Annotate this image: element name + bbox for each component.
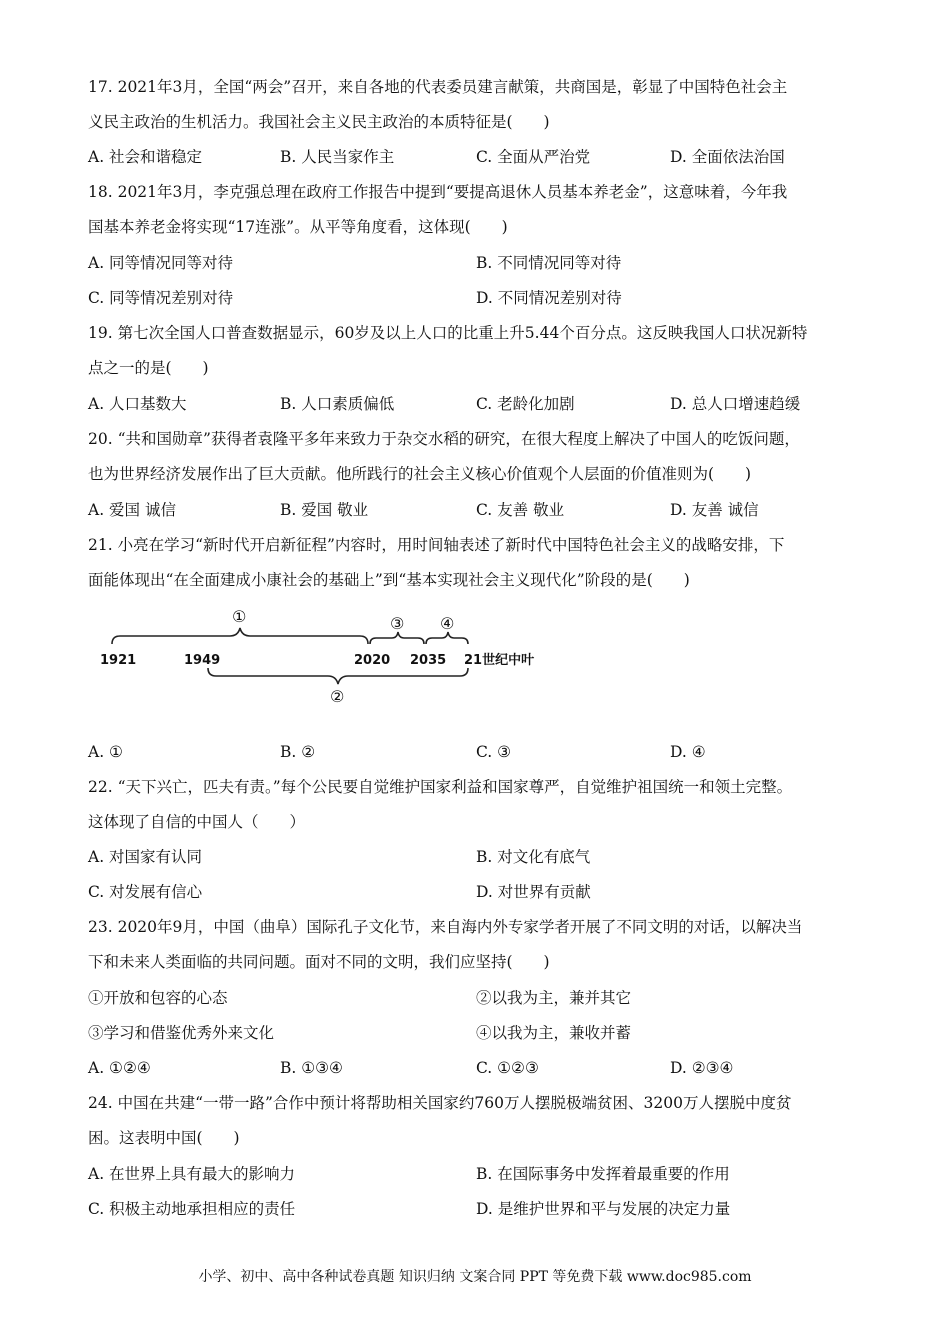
option-a[interactable]: A. 社会和谐稳定 (88, 148, 203, 166)
option-b[interactable]: B. 不同情况同等对待 (476, 254, 622, 272)
question-text-line: 困。这表明中国( ) (88, 1129, 240, 1147)
option-d[interactable]: D. 全面依法治国 (670, 148, 785, 166)
option-a[interactable]: A. 爱国 诚信 (88, 501, 176, 519)
brace-1 (112, 628, 368, 644)
option-a[interactable]: A. 对国家有认同 (88, 848, 203, 866)
question-24 (88, 1086, 868, 1156)
option-b[interactable]: B. 在国际事务中发挥着最重要的作用 (476, 1165, 730, 1183)
statement-2: ②以我为主，兼并其它 (476, 989, 632, 1007)
year-label: 2035 (410, 653, 447, 668)
option-d[interactable]: D. ④ (670, 743, 706, 761)
question-text-line: 国基本养老金将实现“17连涨”。从平等角度看，这体现( ) (88, 218, 508, 236)
question-text-line: 22. “天下兴亡，匹夫有责。”每个公民要自觉维护国家利益和国家尊严，自觉维护祖国统一和领土完整。 (88, 778, 793, 796)
option-d[interactable]: D. ②③④ (670, 1059, 734, 1077)
year-label: 1921 (100, 653, 137, 668)
option-b[interactable]: B. 对文化有底气 (476, 848, 591, 866)
statement-4: ④以我为主，兼收并蓄 (476, 1024, 632, 1042)
brace-3 (370, 632, 424, 644)
question-text-line: 面能体现出“在全面建成小康社会的基础上”到“基本实现社会主义现代化”阶段的是( ) (88, 571, 690, 589)
question-text-line: 19. 第七次全国人口普查数据显示，60岁及以上人口的比重上升5.44个百分点。这反映我国人口状况新特 (88, 324, 808, 342)
option-c[interactable]: C. 全面从严治党 (476, 148, 591, 166)
brace-label-1: ① (232, 607, 247, 626)
option-d[interactable]: D. 不同情况差别对待 (476, 289, 622, 307)
question-17 (88, 70, 868, 140)
option-c[interactable]: C. 对发展有信心 (88, 883, 203, 901)
question-text-line: 点之一的是( ) (88, 359, 209, 377)
question-text-line: 23. 2020年9月，中国（曲阜）国际孔子文化节，来自海内外专家学者开展了不同文明的对话，以解决当 (88, 918, 803, 936)
question-text-line: 21. 小亮在学习“新时代开启新征程”内容时，用时间轴表述了新时代中国特色社会主义的战略安排，下 (88, 536, 785, 554)
option-a[interactable]: A. ① (88, 743, 123, 761)
question-text-line: 24. 中国在共建“一带一路”合作中预计将帮助相关国家约760万人摆脱极端贫困、3200万人摆脱中度贫 (88, 1094, 792, 1112)
year-label: 21世纪中叶 (464, 653, 535, 668)
brace-label-4: ④ (440, 614, 455, 633)
option-b[interactable]: B. ①③④ (280, 1059, 343, 1077)
question-20 (88, 422, 868, 492)
brace-label-2: ② (330, 687, 345, 706)
year-label: 1949 (184, 653, 221, 668)
question-19 (88, 316, 868, 386)
question-22 (88, 770, 868, 840)
question-text-line: 20. “共和国勋章”获得者袁隆平多年来致力于杂交水稻的研究，在很大程度上解决了中国人的吃饭问题， (88, 430, 800, 448)
option-b[interactable]: B. 人民当家作主 (280, 148, 395, 166)
question-text-line: 18. 2021年3月，李克强总理在政府工作报告中提到“要提高退休人员基本养老金”，这意味着，今年我 (88, 183, 788, 201)
option-d[interactable]: D. 对世界有贡献 (476, 883, 591, 901)
option-a[interactable]: A. 同等情况同等对待 (88, 254, 234, 272)
brace-2 (208, 668, 468, 684)
option-c[interactable]: C. 同等情况差别对待 (88, 289, 234, 307)
option-a[interactable]: A. 在世界上具有最大的影响力 (88, 1165, 296, 1183)
option-c[interactable]: C. 积极主动地承担相应的责任 (88, 1200, 296, 1218)
question-text-line: 这体现了自信的中国人（ ） (88, 813, 306, 831)
question-text-line: 义民主政治的生机活力。我国社会主义民主政治的本质特征是( ) (88, 113, 550, 131)
question-text-line: 也为世界经济发展作出了巨大贡献。他所践行的社会主义核心价值观个人层面的价值准则为( ) (88, 465, 752, 483)
question-23 (88, 910, 868, 980)
question-text-line: 17. 2021年3月，全国“两会”召开，来自各地的代表委员建言献策，共商国是，彰显了中国特色社会主 (88, 78, 788, 96)
option-a[interactable]: A. 人口基数大 (88, 395, 187, 413)
question-21 (88, 528, 868, 598)
brace-label-3: ③ (390, 614, 405, 633)
statement-3: ③学习和借鉴优秀外来文化 (88, 1024, 275, 1042)
question-text-line: 下和未来人类面临的共同问题。面对不同的文明，我们应坚持( ) (88, 953, 550, 971)
page-footer: 小学、初中、高中各种试卷真题 知识归纳 文案合同 PPT 等免费下载 www.doc985.com (198, 1269, 752, 1285)
year-label: 2020 (354, 653, 391, 668)
timeline-diagram (92, 598, 572, 710)
option-a[interactable]: A. ①②④ (88, 1059, 151, 1077)
option-c[interactable]: C. 老龄化加剧 (476, 395, 575, 413)
option-d[interactable]: D. 是维护世界和平与发展的决定力量 (476, 1200, 731, 1218)
option-d[interactable]: D. 友善 诚信 (670, 501, 759, 519)
option-b[interactable]: B. 爱国 敬业 (280, 501, 369, 519)
option-b[interactable]: B. ② (280, 743, 316, 761)
option-c[interactable]: C. 友善 敬业 (476, 501, 565, 519)
option-c[interactable]: C. ①②③ (476, 1059, 539, 1077)
option-c[interactable]: C. ③ (476, 743, 512, 761)
option-d[interactable]: D. 总人口增速趋缓 (670, 395, 801, 413)
brace-4 (426, 632, 468, 644)
option-b[interactable]: B. 人口素质偏低 (280, 395, 395, 413)
statement-1: ①开放和包容的心态 (88, 989, 228, 1007)
question-18 (88, 175, 868, 245)
